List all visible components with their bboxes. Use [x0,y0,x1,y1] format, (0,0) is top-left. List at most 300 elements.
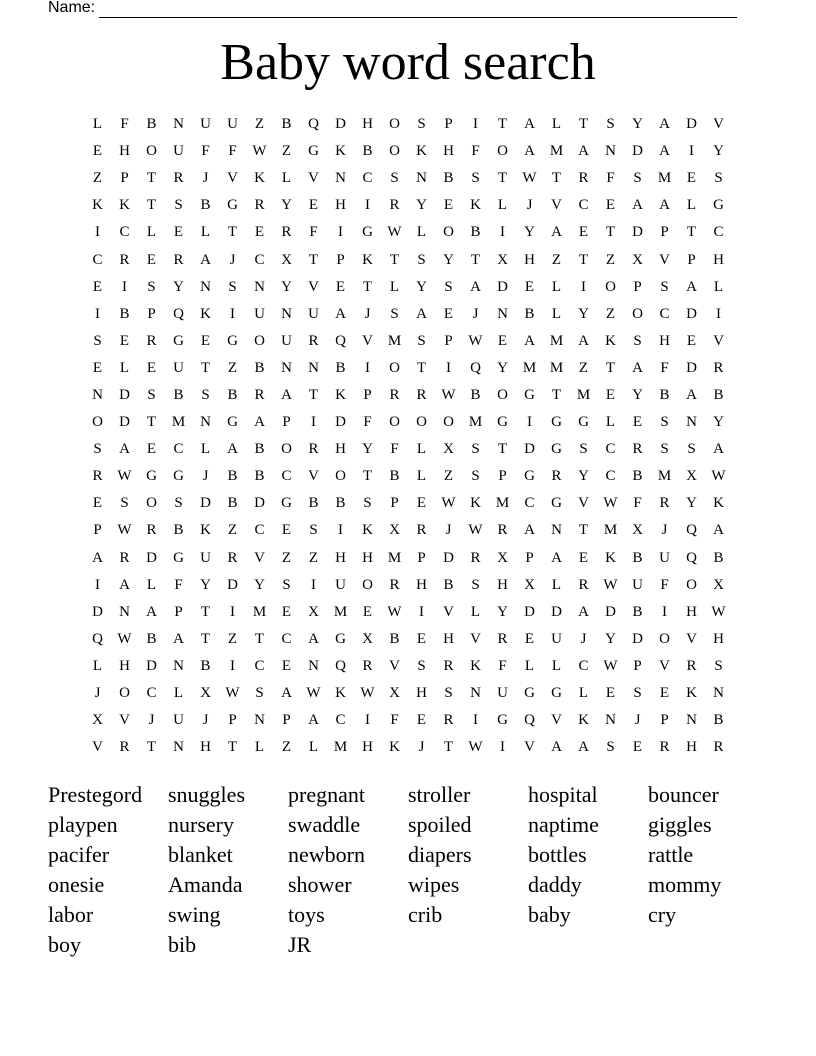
grid-letter: H [686,739,697,756]
grid-letter: G [497,712,508,729]
grid-letter: T [200,359,211,376]
grid-letter: R [308,332,319,349]
grid-letter: S [633,332,642,349]
grid-letter: H [416,685,427,702]
grid-letter: S [282,576,291,593]
grid-letter: I [122,278,127,295]
grid-letter: W [441,386,456,403]
grid-letter: N [470,685,481,702]
grid-letter: Q [308,116,319,133]
grid-letter: E [362,603,373,620]
grid-letter: K [470,495,481,512]
grid-letter: E [281,522,292,539]
grid-letter: M [522,359,537,376]
grid-letter: S [444,278,453,295]
grid-letter: E [497,332,508,349]
grid-letter: J [202,170,209,187]
grid-letter: X [632,251,643,268]
grid-letter: N [200,278,211,295]
grid-letter: A [524,522,535,539]
grid-letter: O [416,414,427,431]
grid-letter: D [335,414,346,431]
grid-letter: G [335,630,346,647]
grid-letter: C [146,685,157,702]
grid-letter: W [117,468,132,485]
grid-letter: A [551,224,562,241]
grid-letter: X [632,522,643,539]
grid-letter: O [281,441,292,458]
grid-letter: A [632,197,643,214]
grid-letter: B [713,712,724,729]
grid-letter: I [446,359,451,376]
word-list-item: nursery [168,812,234,837]
grid-letter: T [578,116,589,133]
word-list-item: toys [288,902,325,927]
grid-letter: B [227,468,238,485]
grid-letter: B [335,495,346,512]
grid-letter: Y [362,441,373,458]
grid-letter: Q [686,549,697,566]
grid-letter: D [686,359,697,376]
grid-letter: B [254,441,265,458]
grid-letter: R [632,441,643,458]
grid-letter: E [146,359,157,376]
grid-letter: W [117,630,132,647]
grid-letter: E [416,495,427,512]
grid-letter: P [444,332,453,349]
grid-letter: O [335,468,346,485]
grid-letter: Q [335,332,346,349]
grid-letter: A [578,332,589,349]
grid-letter: Z [443,468,454,485]
grid-letter: H [659,332,670,349]
grid-letter: S [606,116,615,133]
grid-letter: E [92,143,103,160]
grid-letter: B [254,468,265,485]
grid-letter: Z [281,739,292,756]
grid-letter: S [633,170,642,187]
grid-letter: I [95,305,100,322]
grid-letter: Z [92,170,103,187]
grid-letter: G [227,197,238,214]
grid-letter: F [606,170,615,187]
grid-letter: F [309,224,318,241]
grid-letter: A [686,386,697,403]
grid-letter: X [686,468,697,485]
grid-letter: V [92,739,103,756]
grid-letter: K [362,251,373,268]
grid-letter: P [633,278,642,295]
grid-letter: S [633,685,642,702]
grid-letter: N [335,170,346,187]
grid-letter: I [419,603,424,620]
grid-letter: D [146,657,157,674]
grid-letter: V [713,332,724,349]
grid-letter: G [551,685,562,702]
grid-letter: O [362,576,373,593]
word-list-item: baby [528,902,571,927]
grid-letter: V [362,332,373,349]
grid-letter: C [173,441,184,458]
name-label: Name: [48,0,96,16]
grid-letter: J [229,251,236,268]
grid-letter: P [147,305,156,322]
grid-letter: G [227,414,238,431]
grid-letter: A [524,332,535,349]
grid-letter: I [338,522,343,539]
grid-letter: W [468,739,483,756]
grid-letter: V [686,630,697,647]
grid-letter: I [500,739,505,756]
grid-letter: N [281,359,292,376]
word-list-item: bib [168,932,197,957]
grid-letter: A [146,603,157,620]
grid-letter: B [713,386,724,403]
grid-letter: G [173,468,184,485]
grid-letter: F [633,495,642,512]
grid-letter: K [335,386,346,403]
word-list-item: onesie [48,872,105,897]
grid-letter: A [119,441,130,458]
grid-letter: H [362,116,373,133]
grid-letter: A [335,305,346,322]
grid-letter: C [92,251,103,268]
word-list-item: cry [648,902,677,927]
grid-letter: I [473,116,478,133]
grid-letter: Y [497,359,508,376]
grid-letter: H [119,657,130,674]
grid-letter: H [362,549,373,566]
grid-letter: W [387,603,402,620]
grid-letter: O [92,414,103,431]
grid-letter: F [228,143,237,160]
grid-letter: D [119,386,130,403]
grid-letter: G [551,441,562,458]
grid-letter: G [173,332,184,349]
grid-letter: T [227,224,238,241]
grid-letter: B [119,305,130,322]
grid-letter: S [147,278,156,295]
grid-letter: E [173,224,184,241]
grid-letter: R [119,739,130,756]
grid-letter: L [524,657,535,674]
grid-letter: N [686,414,697,431]
word-list-item: swaddle [288,812,361,837]
grid-letter: I [311,414,316,431]
grid-letter: C [605,441,616,458]
grid-letter: R [578,576,589,593]
grid-letter: A [416,305,427,322]
grid-letter: U [281,332,292,349]
grid-letter: F [120,116,129,133]
grid-letter: Q [470,359,481,376]
grid-letter: P [282,712,291,729]
grid-letter: K [470,657,481,674]
grid-letter: C [578,197,589,214]
grid-letter: W [711,468,726,485]
grid-letter: O [632,305,643,322]
grid-letter: M [603,522,618,539]
grid-letter: G [524,468,535,485]
grid-letter: S [660,441,669,458]
grid-letter: Y [578,468,589,485]
grid-letter: B [200,657,211,674]
word-list-item: JR [288,932,312,957]
grid-letter: E [281,657,292,674]
grid-letter: R [416,386,427,403]
grid-letter: J [202,712,209,729]
grid-letter: S [147,386,156,403]
grid-letter: R [254,197,265,214]
grid-letter: H [119,143,130,160]
grid-letter: S [660,414,669,431]
grid-letter: F [390,712,399,729]
grid-letter: T [227,739,238,756]
grid-letter: S [93,332,102,349]
grid-letter: B [389,630,400,647]
grid-letter: O [389,359,400,376]
grid-letter: E [335,278,346,295]
grid-letter: N [605,712,616,729]
grid-letter: C [605,468,616,485]
grid-letter: I [230,305,235,322]
grid-letter: H [443,630,454,647]
grid-letter: D [92,603,103,620]
grid-letter: B [227,386,238,403]
grid-letter: E [605,197,616,214]
grid-letter: J [94,685,101,702]
grid-letter: R [389,386,400,403]
grid-letter: B [362,143,373,160]
grid-letter: U [308,305,319,322]
word-list-item: swing [168,902,221,927]
grid-letter: T [416,359,427,376]
grid-letter: T [362,468,373,485]
grid-letter: D [632,143,643,160]
grid-letter: H [416,576,427,593]
grid-letter: G [308,143,319,160]
grid-letter: N [497,305,508,322]
grid-letter: V [551,197,562,214]
grid-letter: L [551,657,562,674]
grid-letter: Q [524,712,535,729]
grid-letter: W [225,685,240,702]
grid-letter: R [713,739,724,756]
word-list-item: hospital [528,782,598,807]
grid-letter: M [576,386,591,403]
word-list-item: shower [288,872,352,897]
grid-letter: N [119,603,130,620]
grid-letter: F [498,657,507,674]
grid-letter: E [605,386,616,403]
grid-letter: B [308,495,319,512]
grid-letter: W [468,522,483,539]
grid-letter: L [578,685,589,702]
word-list-item: diapers [408,842,472,867]
grid-letter: R [686,657,697,674]
grid-letter: A [686,278,697,295]
grid-letter: U [200,549,211,566]
grid-letter: R [497,630,508,647]
grid-letter: U [659,549,670,566]
grid-letter: I [311,576,316,593]
grid-letter: S [174,197,183,214]
grid-letter: F [390,441,399,458]
grid-letter: O [443,224,454,241]
grid-letter: X [443,441,454,458]
grid-letter: W [387,224,402,241]
grid-letter: O [497,143,508,160]
grid-letter: J [445,522,452,539]
grid-letter: M [657,170,672,187]
grid-letter: F [201,143,210,160]
grid-letter: S [606,739,615,756]
grid-letter: T [578,251,589,268]
grid-letter: Q [173,305,184,322]
grid-letter: S [417,251,426,268]
grid-letter: K [416,143,427,160]
grid-letter: L [254,739,265,756]
grid-letter: E [659,685,670,702]
grid-letter: M [549,332,564,349]
grid-letter: D [632,224,643,241]
word-list-item: stroller [408,782,471,807]
grid-letter: S [417,332,426,349]
grid-letter: C [254,251,265,268]
grid-letter: E [686,332,697,349]
grid-letter: Z [551,251,562,268]
grid-letter: B [713,549,724,566]
grid-letter: D [524,603,535,620]
grid-letter: R [551,468,562,485]
grid-letter: S [174,495,183,512]
grid-letter: R [362,657,373,674]
grid-letter: I [95,576,100,593]
grid-letter: A [173,630,184,647]
grid-letter: W [603,495,618,512]
grid-letter: L [173,685,184,702]
grid-letter: A [281,685,292,702]
grid-letter: E [119,332,130,349]
grid-letter: H [335,197,346,214]
grid-letter: G [146,468,157,485]
grid-letter: E [92,278,103,295]
grid-letter: S [390,305,399,322]
grid-letter: D [443,549,454,566]
grid-letter: Z [308,549,319,566]
grid-letter: O [119,685,130,702]
grid-letter: E [200,332,211,349]
grid-letter: E [632,414,643,431]
grid-letter: B [443,170,454,187]
grid-letter: I [338,224,343,241]
grid-letter: N [308,657,319,674]
word-list-item: labor [48,902,94,927]
grid-letter: X [200,685,211,702]
word-list-item: naptime [528,812,599,837]
grid-letter: L [713,278,724,295]
grid-letter: U [173,359,184,376]
grid-letter: L [416,441,427,458]
grid-letter: B [146,116,157,133]
grid-letter: D [686,116,697,133]
grid-letter: Z [578,359,589,376]
grid-letter: L [92,116,103,133]
grid-letter: N [173,739,184,756]
grid-letter: S [417,657,426,674]
grid-letter: O [686,576,697,593]
grid-letter: J [526,197,533,214]
grid-letter: A [227,441,238,458]
word-list [48,780,768,960]
grid-letter: N [605,143,616,160]
grid-letter: A [254,414,265,431]
grid-letter: M [387,549,402,566]
grid-letter: C [659,305,670,322]
grid-letter: T [551,386,562,403]
grid-letter: O [389,143,400,160]
grid-letter: E [92,359,103,376]
grid-letter: G [524,386,535,403]
grid-letter: S [390,170,399,187]
grid-letter: U [632,576,643,593]
grid-letter: M [387,332,402,349]
grid-letter: A [200,251,211,268]
grid-letter: A [578,739,589,756]
grid-letter: T [443,739,454,756]
grid-letter: R [119,549,130,566]
grid-letter: I [581,278,586,295]
grid-letter: P [174,603,183,620]
letter-grid [84,111,732,761]
grid-letter: I [365,359,370,376]
grid-letter: J [202,468,209,485]
grid-letter: V [308,278,319,295]
grid-letter: N [713,685,724,702]
grid-letter: P [660,712,669,729]
grid-letter: A [119,576,130,593]
grid-letter: G [497,414,508,431]
grid-letter: P [363,386,372,403]
grid-letter: U [200,116,211,133]
grid-letter: A [551,739,562,756]
grid-letter: X [389,685,400,702]
grid-letter: R [254,386,265,403]
grid-letter: V [578,495,589,512]
grid-letter: I [527,414,532,431]
grid-letter: T [578,522,589,539]
grid-letter: U [227,116,238,133]
grid-letter: R [227,549,238,566]
grid-letter: I [365,712,370,729]
grid-letter: J [661,522,668,539]
grid-letter: S [687,441,696,458]
grid-letter: P [444,116,453,133]
word-list-item: crib [408,902,443,927]
grid-letter: V [308,170,319,187]
grid-letter: L [551,576,562,593]
grid-letter: Z [605,305,616,322]
grid-letter: D [605,603,616,620]
grid-letter: A [713,441,724,458]
grid-letter: X [497,549,508,566]
grid-letter: K [605,549,616,566]
grid-letter: A [92,549,103,566]
grid-letter: M [468,414,483,431]
grid-letter: E [254,224,265,241]
grid-letter: B [632,603,643,620]
word-list-item: mommy [648,872,722,897]
